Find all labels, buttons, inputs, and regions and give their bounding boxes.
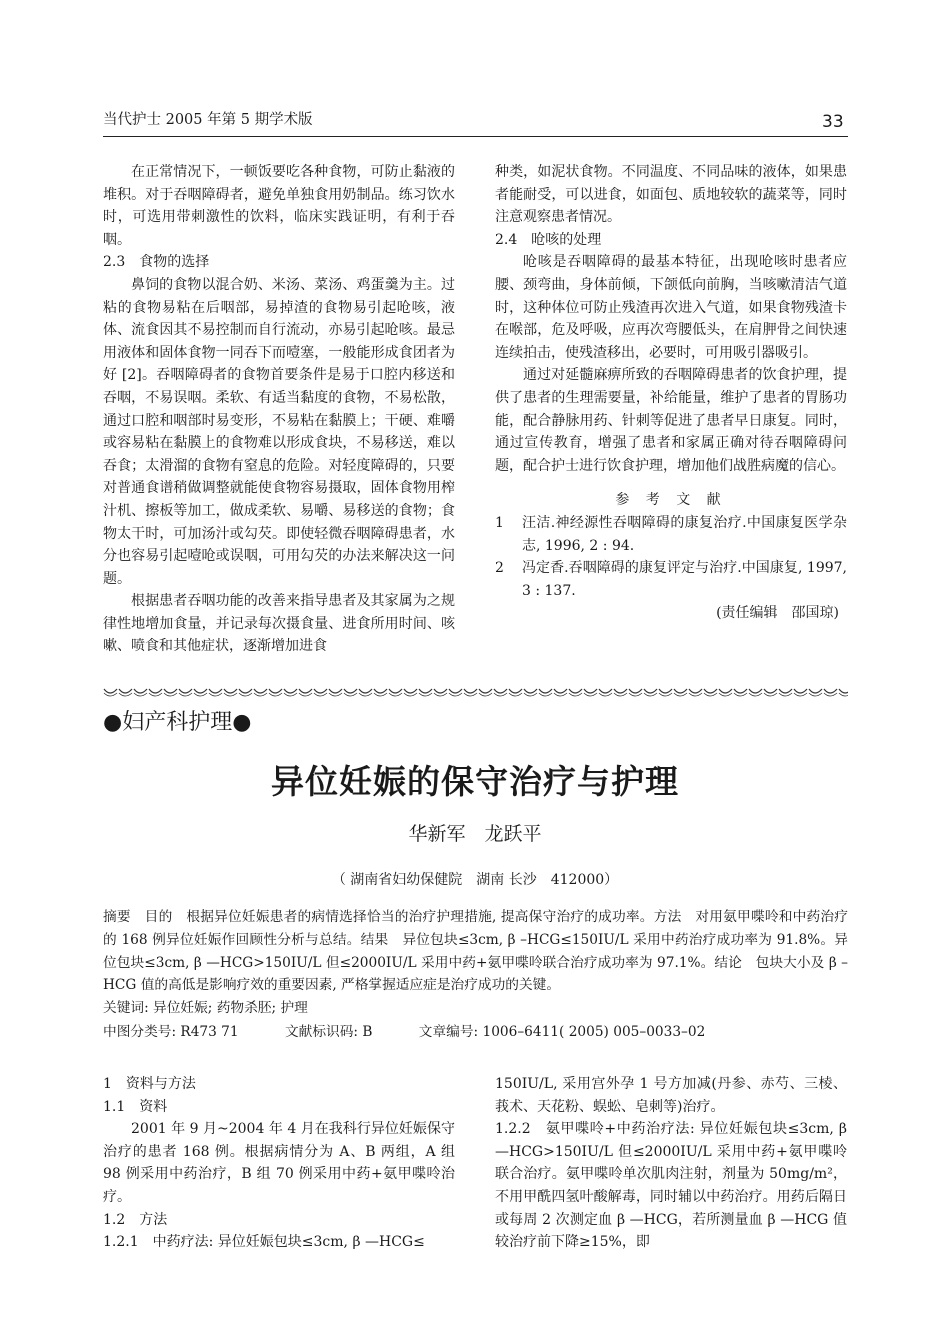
article-title: 异位妊娠的保守治疗与护理 [271,762,679,801]
abstract-block [103,906,848,1020]
paragraph: 在正常情况下，一顿饭要吃各种食物，可防止黏液的堆积。对于吞咽障碍者，避免单独食用奶制品。练习饮水时，可选用带刺激性的饮料，临床实践证明，有利于吞咽。 [103,164,455,248]
journal-header: 当代护士 2005 年第 5 期学术版 [103,112,313,128]
paragraph: 1.2.1 中药疗法: 异位妊娠包块≤3cm, β —HCG≤ [103,1234,425,1251]
reference-text: 汪洁.神经源性吞咽障碍的康复治疗.中国康复医学杂志, 1996, 2 : 94. [522,514,847,554]
paragraph: 种类，如泥状食物。不同温度、不同品味的液体，如果患者能耐受，可以进食，如面包、质地较软的蔬菜等，同时注意观察患者情况。 [495,164,847,226]
reference-item [495,557,847,602]
top-right-column [495,161,847,625]
section-heading: 2.3 食物的选择 [103,254,210,271]
classification-line [103,1020,848,1040]
keywords: 关键词: 异位妊娠; 药物杀胚; 护理 [103,1000,308,1017]
paragraph: 呛咳是吞咽障碍的最基本特征，出现呛咳时患者应腰、颈弯曲，身体前倾，下颌低向前胸，当咳嗽清洁气道时，这种体位可防止残渣再次进入气道，如果食物残渣卡在喉部，危及呼吸，应再次弯腰低头，在肩胛骨之间快速连续拍击，使残渣移出，必要时，可用吸引器吸引。 [495,254,847,361]
document-code: 文献标识码: B [284,1024,373,1040]
article-id: 文章编号: 1006–6411( 2005) 005–0033–02 [418,1024,706,1040]
editor-note: (责任编辑 邵国琼) [716,605,839,622]
reference-item [495,512,847,557]
reference-number: 1 [495,514,504,531]
section-heading: 2.4 呛咳的处理 [495,231,602,248]
article-authors: 华新军 龙跃平 [408,823,542,845]
bottom-right-column [495,1073,847,1254]
section-heading: 1.2 方法 [103,1211,168,1228]
section-heading: 1.1 资料 [103,1098,168,1115]
section-heading: 1 资料与方法 [103,1076,196,1092]
reference-text: 冯定香.吞咽障碍的康复评定与治疗.中国康复, 1997, 3 : 137. [522,560,847,599]
class-number: 中图分类号: R473 71 [103,1024,239,1040]
paragraph: 鼻饲的食物以混合奶、米汤、菜汤、鸡蛋羹为主。过粘的食物易粘在后咽部，易掉渣的食物易引起呛咳，液体、流食因其不易控制而自行流动，亦易引起呛咳。最忌用液体和固体食物一同吞下而噎塞，一般能形成食团者为好 [2]。吞咽障碍者的食物首要条件是易于口腔内移送和吞咽，不易误咽。柔软、有适当黏度的食物，不易松散，通过口腔和咽部时易变形，不易粘在黏膜上；干硬、难嚼或容易粘在黏膜上的食物难以形成食块，不易移送，难以吞食；太滑溜的食物有窒息的危险。对轻度障碍的，只要对普通食谱稍做调整就能使食物容易摄取，固体食物用榨汁机、擦板等加工，做成柔软、易嚼、易移送的食物；食物太干时，可加汤汁或勾芡。即使轻微吞咽障碍患者，水分也容易引起噎呛或误咽，可用勾芡的办法来解决这一问题。 [103,276,455,587]
page-number: 33 [822,112,844,132]
author-affiliation: （ 湖南省妇幼保健院 湖南 长沙 412000） [331,872,619,888]
paragraph: 根据患者吞咽功能的改善来指导患者及其家属为之规律性地增加食量，并记录每次摄食量、进食所用时间、咳嗽、喷食和其他症状，逐渐增加进食 [103,593,455,655]
bottom-left-column [103,1073,455,1254]
paragraph: 通过对延髓麻痹所致的吞咽障碍患者的饮食护理，提供了患者的生理需要量，补给能量，维护了患者的胃肠功能，配合静脉用药、针刺等促进了患者早日康复。同时，通过宣传教育，增强了患者和家属正确对待吞咽障碍问题，配合护士进行饮食护理，增加他们战胜病魔的信心。 [495,367,847,474]
paragraph: 2001 年 9 月~2004 年 4 月在我科行异位妊娠保守治疗的患者 168 例。根据病情分为 A、B 两组，A 组 98 例采用中药治疗，B 组 70 例采用中药+氨甲喋呤治疗。 [103,1121,455,1205]
abstract-text: 摘要 目的 根据异位妊娠患者的病情选择恰当的治疗护理措施, 提高保守治疗的成功率。方法 对用氨甲喋呤和中药治疗的 168 例异位妊娠作回顾性分析与总结。结果 异位包块≤3cm, β –HCG≤150IU/L 采用中药治疗成功率为 91.8%。异位包块≤3cm, β —HCG>150IU/L 但≤2000IU/L 采用中药+氨甲喋呤联合治疗成功率为 97.1%。结论 包块大小及 β –HCG 值的高低是影响疗效的重要因素, 严格掌握适应症是治疗成功的关键。 [103,909,848,994]
section-label: ●妇产科护理● [103,710,252,735]
top-left-column [103,161,455,658]
header-rule [103,136,848,137]
references-heading: 参 考 文 献 [615,492,727,509]
paragraph: 150IU/L, 采用宫外孕 1 号方加减(丹参、赤芍、三棱、莪术、天花粉、蜈蚣、皂刺等)治疗。 [495,1076,847,1115]
reference-number: 2 [495,560,504,577]
paragraph: 1.2.2 氨甲喋呤+中药治疗法: 异位妊娠包块≤3cm, β —HCG>150IU/L 但≤2000IU/L 采用中药+氨甲喋呤联合治疗。氨甲喋呤单次肌肉注射，剂量为 50mg/m²，不用甲酰四氢叶酸解毒，同时辅以中药治疗。用药后隔日或每周 2 次测定血 β —HCG，若所测量血 β —HCG 值较治疗前下降≥15%，即 [495,1121,847,1251]
decorative-divider [103,684,848,700]
